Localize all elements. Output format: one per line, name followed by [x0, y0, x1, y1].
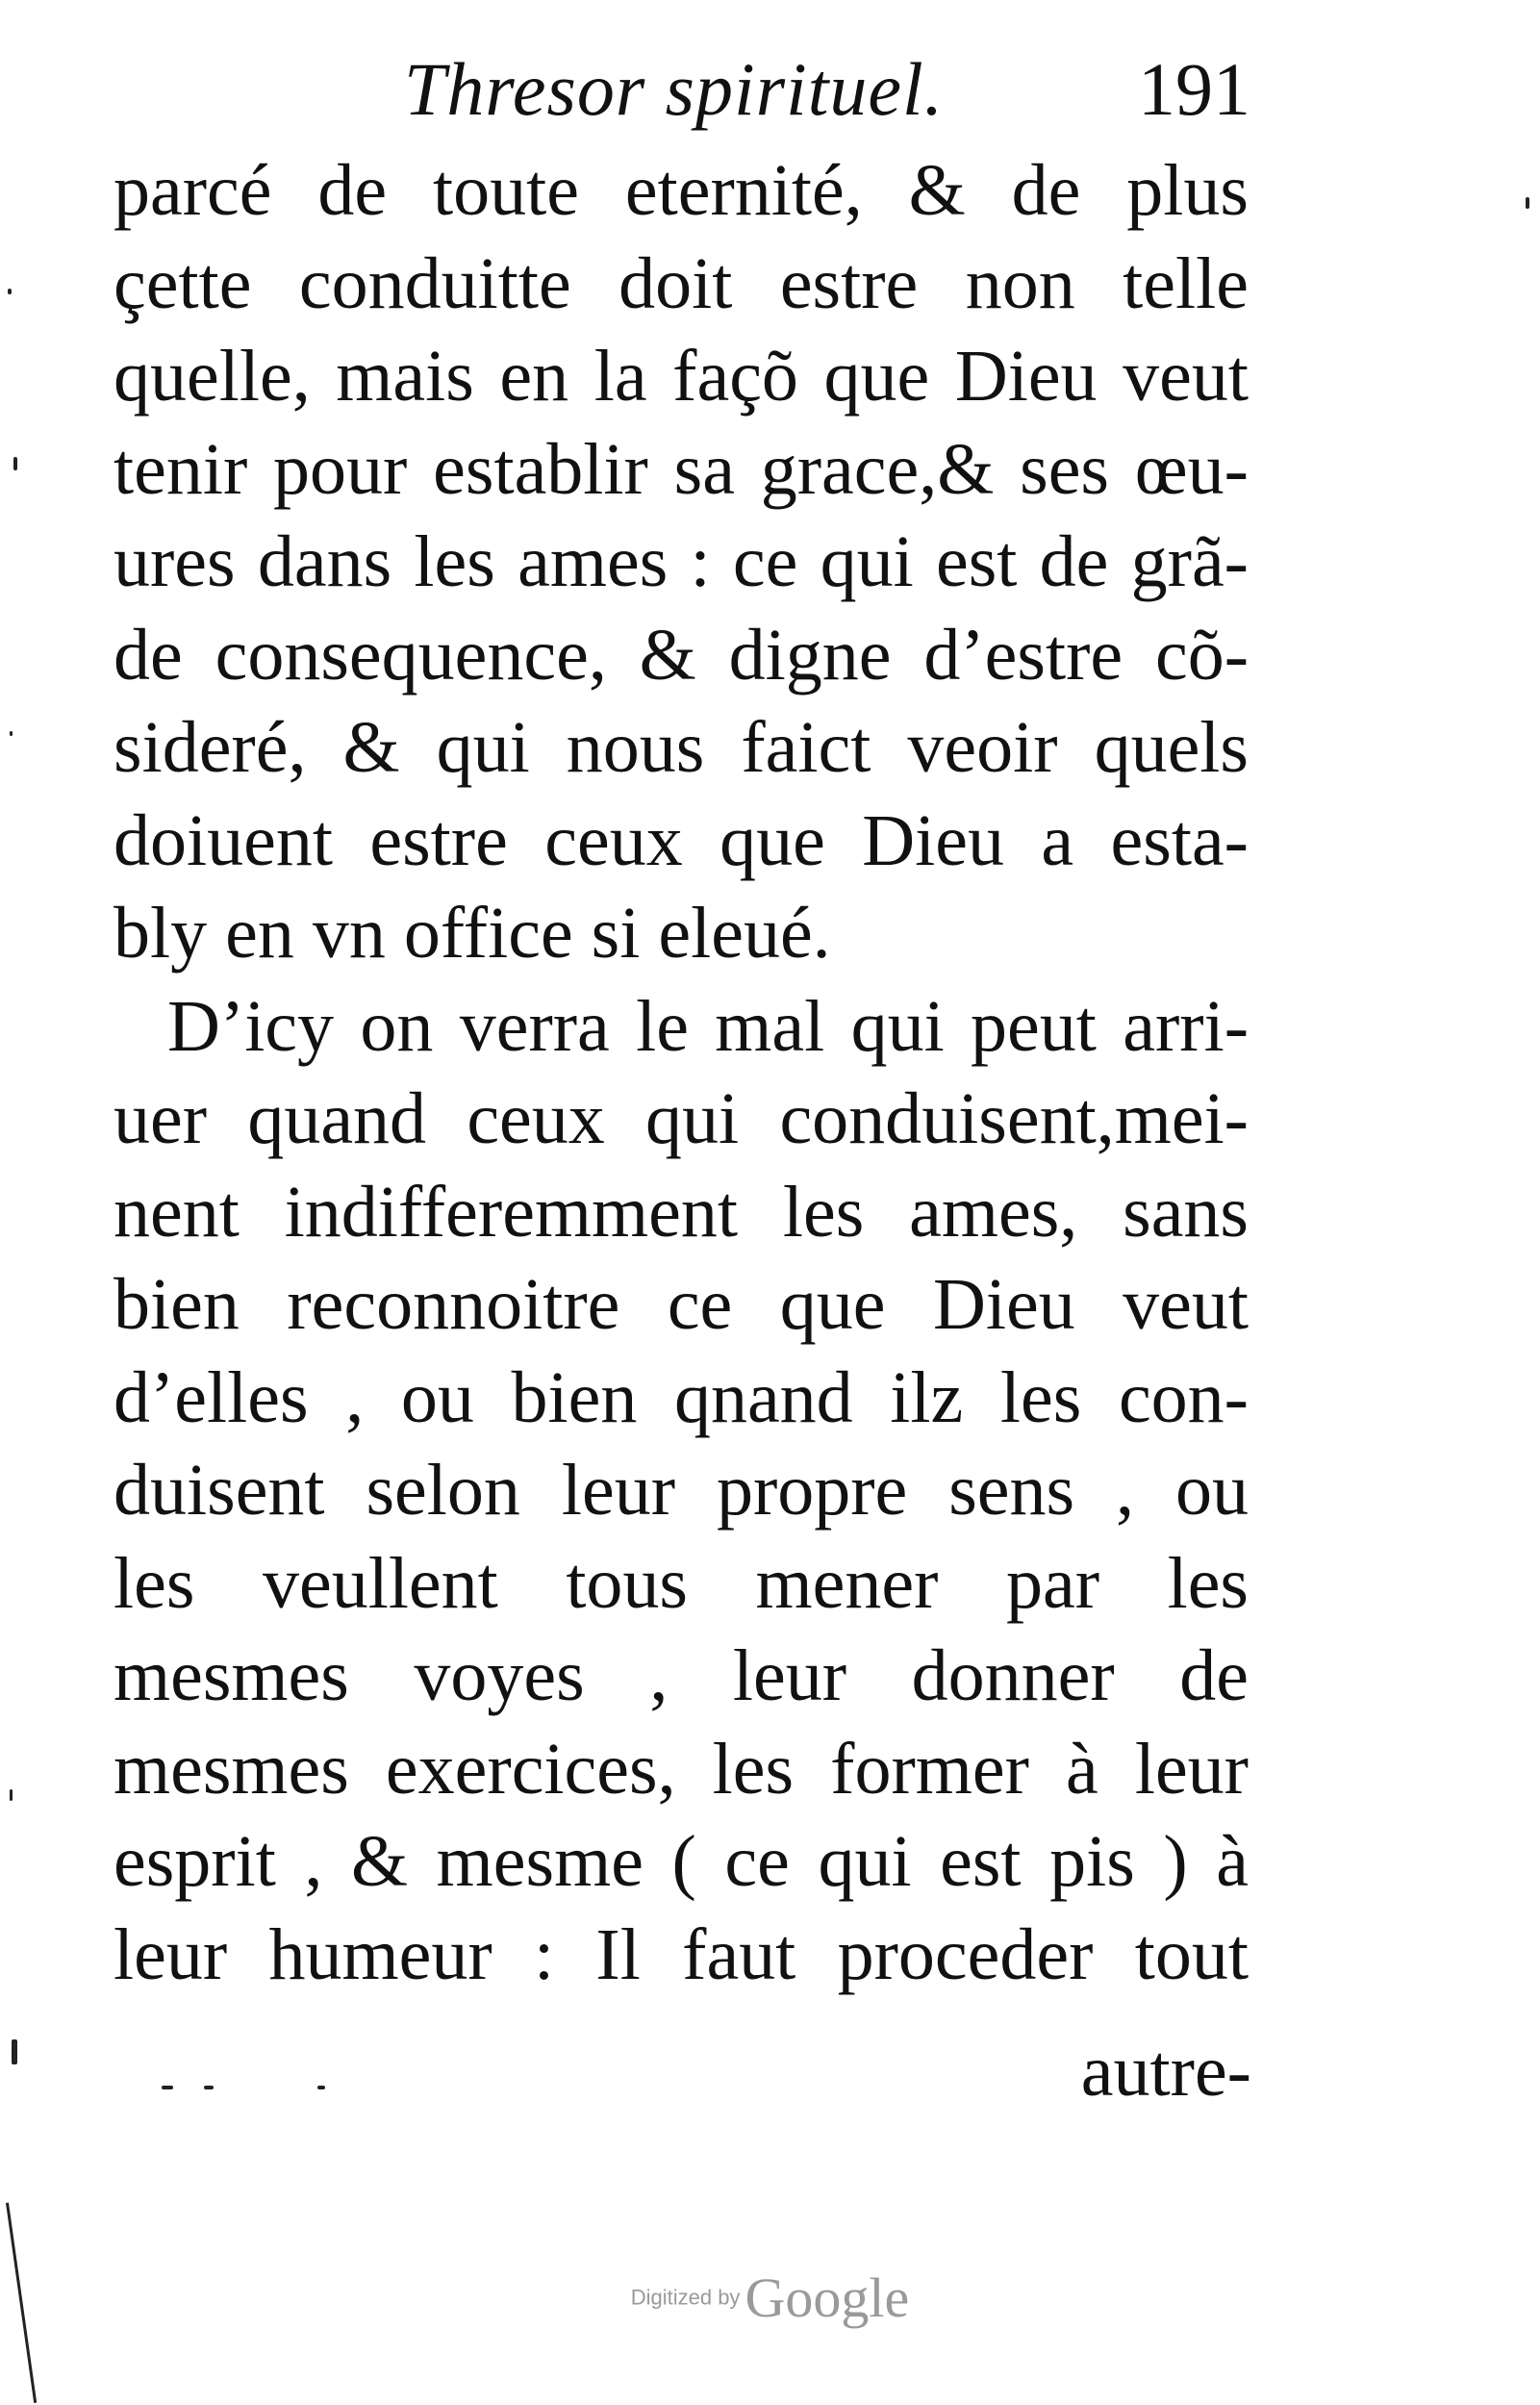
text-line: mesmes voyes , leur donner de — [114, 1635, 1249, 1716]
text-line: bly en vn office si eleué. — [114, 893, 831, 974]
text-line: sideré, & qui nous faict veoir quels — [114, 707, 1249, 788]
text-line: D’icy on verra le mal qui peut arri- — [167, 985, 1249, 1067]
scan-speck — [1526, 197, 1529, 209]
page-header — [115, 46, 1250, 152]
text-line: uer quand ceux qui conduisent,mei- — [114, 1078, 1249, 1159]
digitized-by-label: Digitized by — [630, 2285, 741, 2310]
scan-speck — [13, 457, 17, 470]
text-line: d’elles , ou bien qnand ilz les con- — [114, 1356, 1249, 1438]
google-logo: Google — [745, 2266, 910, 2329]
text-line: bien reconnoitre ce que Dieu veut — [114, 1264, 1249, 1345]
text-line: esprit , & mesme ( ce qui est pis ) à — [114, 1821, 1249, 1902]
text-line: nent indifferemment les ames, sans — [114, 1171, 1249, 1253]
body-text — [114, 144, 1249, 2001]
footer-watermark — [0, 2266, 1540, 2330]
text-line: duisent selon leur propre sens , ou — [114, 1450, 1249, 1531]
scan-speck — [10, 1789, 13, 1801]
text-line: tenir pour establir sa grace,& ses œu- — [114, 428, 1249, 510]
scan-speck — [204, 2086, 214, 2089]
catchword: autre- — [1080, 2031, 1251, 2112]
text-line: çette conduitte doit estre non telle — [114, 242, 1249, 324]
text-line: les veullent tous mener par les — [114, 1542, 1249, 1624]
scan-speck — [8, 289, 12, 294]
page-number: 191 — [1138, 47, 1250, 131]
scan-speck — [12, 2039, 17, 2064]
text-line: mesmes exercices, les former à leur — [114, 1728, 1249, 1810]
text-line: de consequence, & digne d’estre cõ- — [114, 614, 1249, 696]
text-line: ures dans les ames : ce qui est de grã- — [114, 521, 1249, 602]
text-line: leur humeur : Il faut proceder tout — [114, 1913, 1249, 1995]
scan-speck — [162, 2086, 173, 2089]
text-line: parcé de toute eternité, & de plus — [114, 150, 1249, 231]
scan-speck — [10, 731, 13, 736]
running-title: Thresor spirituel. — [404, 47, 945, 131]
text-line: doiuent estre ceux que Dieu a esta- — [114, 799, 1249, 881]
scan-speck — [317, 2086, 325, 2089]
text-line: quelle, mais en la façõ que Dieu veut — [114, 336, 1249, 417]
